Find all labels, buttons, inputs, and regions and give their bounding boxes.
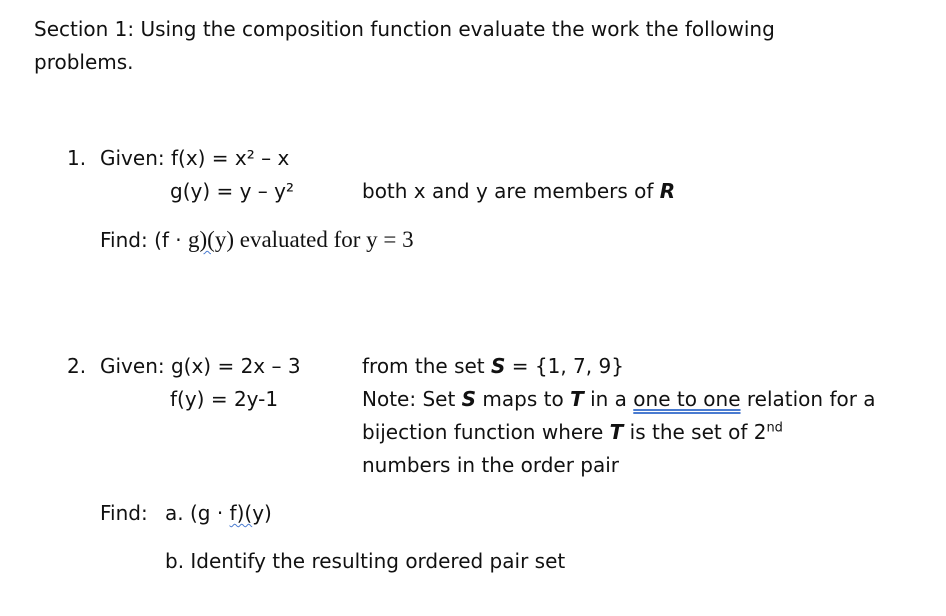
problem2-note-a: Note: Set — [362, 387, 462, 411]
section-heading-line2: problems. — [34, 50, 134, 74]
problem1-find-underlined: g)( — [188, 227, 215, 252]
problem1-find-label: Find: — [100, 228, 148, 252]
problem2-note-s: S — [461, 387, 477, 411]
problem2-line3-a: bijection function where — [362, 420, 610, 444]
problem2-set-prefix: from the set — [362, 354, 492, 378]
problem2-part-a-rest: y) — [252, 501, 272, 525]
problem2-part-a-open: a. (g · — [165, 501, 230, 525]
problem2-part-b: b. Identify the resulting ordered pair set — [165, 549, 566, 573]
problem2-line3-sup: nd — [766, 420, 783, 436]
problem2-note-d: relation for a — [740, 387, 876, 411]
problem2-part-a — [165, 503, 272, 523]
problem2-find-label: Find: — [100, 501, 148, 525]
problem1-find — [100, 228, 414, 251]
problem1-find-open: (f · — [154, 228, 188, 252]
problem2-note-b: maps to — [476, 387, 571, 411]
problem1-number: 1. — [67, 146, 87, 170]
problem2-given-label: Given: — [100, 354, 165, 378]
problem2-order-pair-line: numbers in the order pair — [362, 453, 620, 477]
problem2-g-definition: g(x) = 2x – 3 — [170, 354, 301, 378]
problem1-domain-note-text: both x and y are members of — [362, 179, 660, 203]
problem2-note-line — [362, 389, 876, 409]
problem2-given-g — [100, 356, 301, 376]
problem1-f-definition: f(x) = x² – x — [170, 146, 290, 170]
problem2-note-underlined: one to one — [633, 387, 741, 411]
problem2-line3-b: is the set of 2 — [623, 420, 767, 444]
problem1-given-label: Given: — [100, 146, 165, 170]
problem1-domain-note — [362, 181, 675, 201]
problem2-set-line — [362, 356, 624, 376]
problem2-set-s: S — [491, 354, 506, 378]
problem2-line3-t: T — [609, 420, 624, 444]
problem2-number: 2. — [67, 354, 87, 378]
problem2-part-a-underlined: f)( — [229, 501, 253, 525]
problem2-note-c: in a — [583, 387, 634, 411]
problem2-set-values: = {1, 7, 9} — [505, 354, 624, 378]
problem1-find-expression: y) evaluated for y = 3 — [214, 227, 414, 252]
problem2-note-t: T — [570, 387, 584, 411]
section-heading-line1: Section 1: Using the composition function evaluate the work the following — [34, 17, 775, 41]
problem1-given-f — [100, 148, 289, 168]
problem1-g-definition: g(y) = y – y² — [170, 179, 295, 203]
problem2-f-definition: f(y) = 2y-1 — [170, 387, 279, 411]
problem1-set-r: R — [659, 179, 676, 203]
problem2-bijection-line — [362, 422, 783, 442]
